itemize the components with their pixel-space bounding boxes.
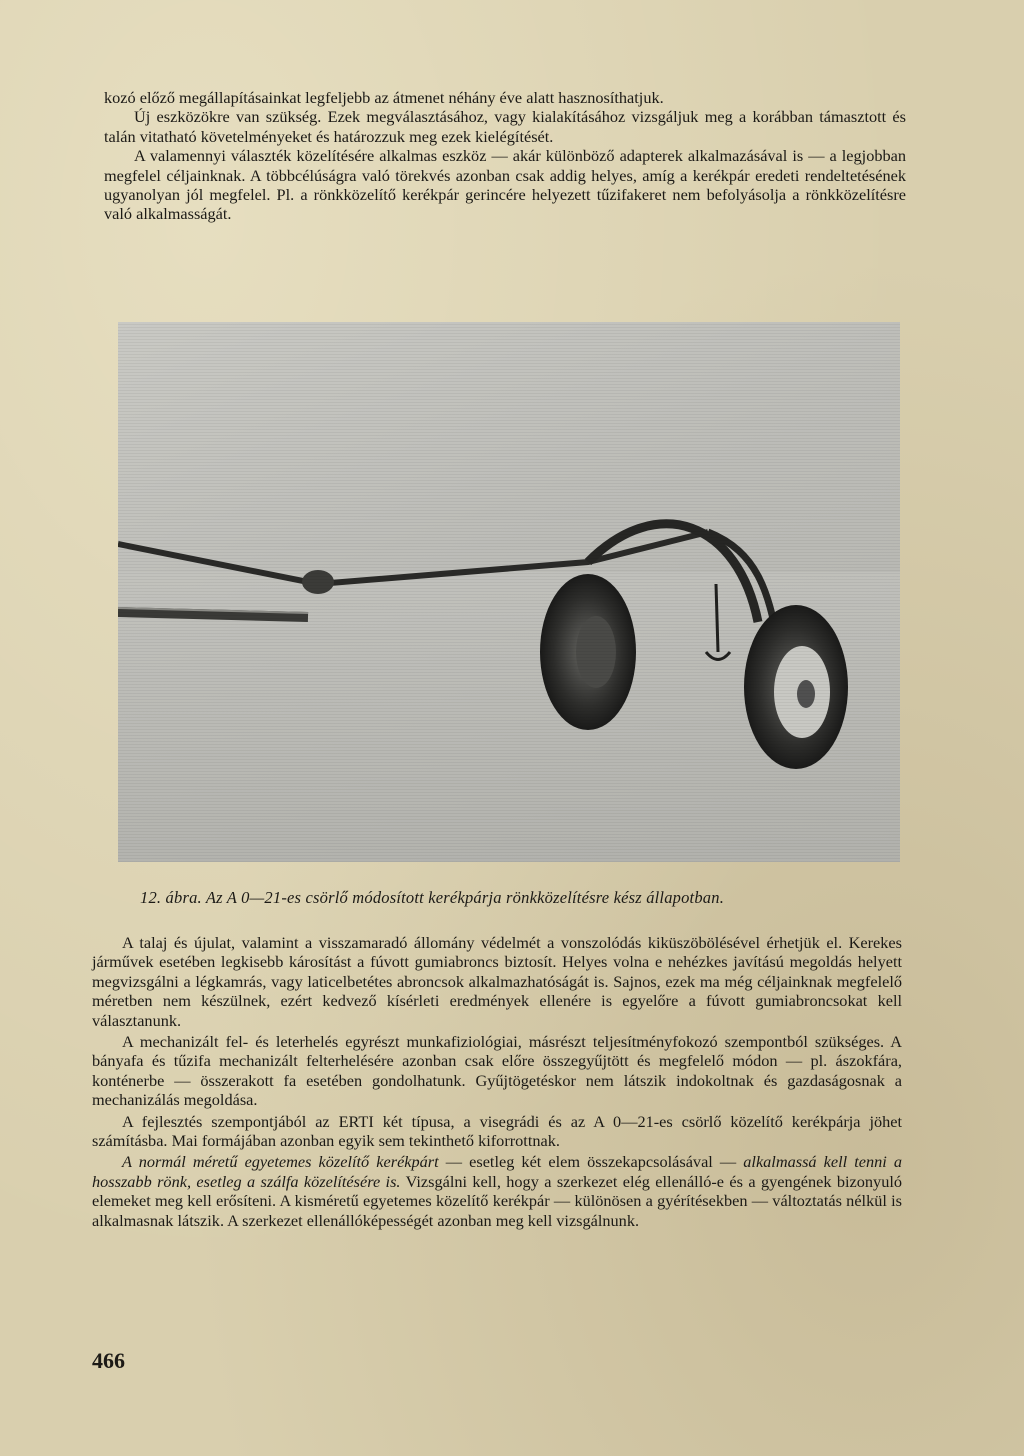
paragraph: A talaj és újulat, valamint a visszamaradó állomány védelmét a vonszolódás kiküszöbölésével érhetjük el. Kerekes járművek esetében legkisebb károsítást a fúvott gumiabroncs biztosít. Helyes volna e nehézkes javítású megoldás helyett megvizsgálni a légkamrás, vagy laticelbetétes abroncsok alkalmazhatóságát is. Sajnos, ezek ma még céljainknak megfelelő méretben nem készülnek, ezért kedvező kísérleti eredmények ellenére is egyelőre a fúvott gumiabroncsokat kell választanunk. <box>92 933 902 1030</box>
italic-phrase: alkalmassá kell tenni a hosszabb rönk, esetleg a szálfa közelítésére is. <box>92 1152 903 1191</box>
paragraph <box>92 1152 902 1230</box>
top-text-block <box>104 88 906 224</box>
wheel-cart-illustration <box>118 322 900 862</box>
paragraph: Új eszközökre van szükség. Ezek megválasztásához, vagy kialakításához vizsgáljuk meg a korábban támasztott és talán vitatható követelményeket és határozzuk meg ezek kielégítését. <box>104 107 906 146</box>
text-run: Vizsgálni kell, hogy a szerkezet elég ellenálló-e és a gyengének bizonyuló elemeket meg kell erősíteni. A kisméretű egyetemes közelítő kerékpár — különösen a gyérítésekben — változtatás nélkül is alkalmasnak látszik. A szerkezet ellenállóképességét azonban meg kell vizsgálnunk. <box>92 1171 902 1230</box>
bottom-text-block <box>92 933 902 1232</box>
figure-caption: 12. ábra. Az A 0—21-es csörlő módosított kerékpárja rönkközelítésre kész állapotban. <box>140 888 725 907</box>
text-run: — esetleg két elem összekapcsolásával — <box>438 1152 744 1172</box>
paragraph: A valamennyi választék közelítésére alkalmas eszköz — akár különböző adapterek alkalmazásával is — a legjobban megfelel céljainknak. A többcélúságra való törekvés azonban csak addig helyes, amíg a kerékpár eredeti rendeltetésének ugyanolyan jól megfelel. Pl. a rönkközelítő kerékpár gerincére helyezett tűzifakeret nem befolyásolja a rönkközelítésre való alkalmasságát. <box>104 146 906 224</box>
page-number: 466 <box>92 1348 125 1373</box>
paragraph: kozó előző megállapításainkat legfeljebb az átmenet néhány éve alatt hasznosíthatjuk. <box>104 88 664 107</box>
figure-photo <box>118 322 900 862</box>
paragraph: A mechanizált fel- és leterhelés egyrészt munkafiziológiai, másrészt teljesítményfokozó szempontból szükséges. A bányafa és tűzifa mechanizált felterhelésére azonban csak előre összegyűjtött és megfelelő módon — pl. ászokfára, konténerbe — összerakott fa esetében gondolhatunk. Gyűjtögetéskor nem látszik indokoltnak és gazdaságosnak a mechanizálás megoldása. <box>92 1032 902 1110</box>
italic-phrase: A normál méretű egyetemes közelítő kerékpárt <box>122 1152 439 1172</box>
paragraph: A fejlesztés szempontjából az ERTI két típusa, a visegrádi és az A 0—21-es csörlő közelítő kerékpárja jöhet számításba. Mai formájában azonban egyik sem tekinthető kiforrottnak. <box>92 1111 902 1151</box>
